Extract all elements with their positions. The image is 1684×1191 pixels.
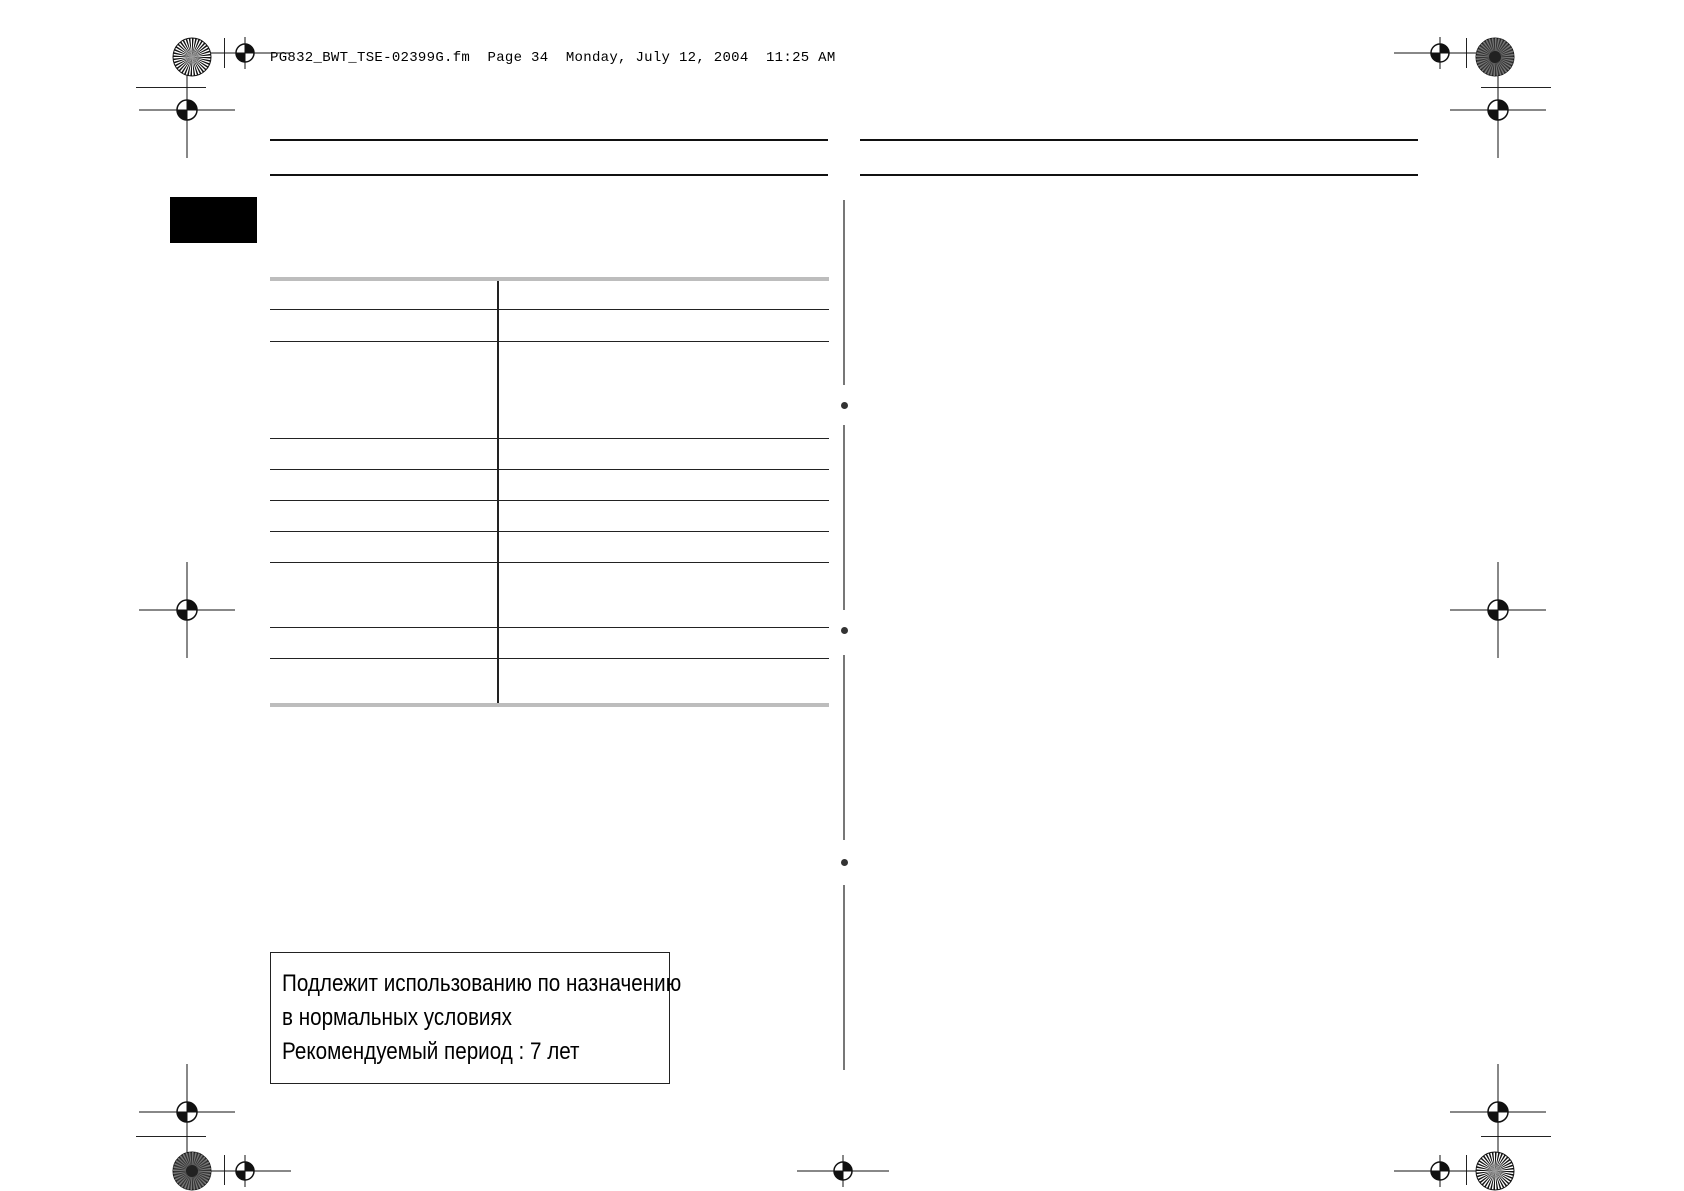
gutter-dot <box>841 627 848 634</box>
table-row-divider <box>270 658 829 659</box>
registration-mark-icon <box>1498 610 1499 611</box>
gutter-dot <box>841 859 848 866</box>
registration-mark-icon <box>245 53 246 54</box>
registration-mark-icon <box>843 1171 844 1172</box>
gutter-dot <box>841 402 848 409</box>
left-section-top-rule <box>270 139 828 141</box>
notice-line: Рекомендуемый период : 7 лет <box>282 1038 580 1065</box>
table-top-border <box>270 277 829 281</box>
starburst-icon <box>172 37 212 77</box>
registration-mark-icon <box>1498 1112 1499 1113</box>
registration-mark-icon <box>1440 1171 1441 1172</box>
crop-line <box>136 1136 206 1137</box>
left-section-bottom-rule <box>270 174 828 176</box>
crop-line <box>1466 1155 1467 1185</box>
registration-mark-icon <box>245 1171 246 1172</box>
table-row-divider <box>270 500 829 501</box>
table-bottom-border <box>270 703 829 707</box>
crop-line <box>136 87 206 88</box>
gutter-line <box>843 655 845 840</box>
registration-mark-icon <box>187 610 188 611</box>
table-row-divider <box>270 627 829 628</box>
gutter-line <box>843 425 845 610</box>
gutter-line <box>843 885 845 1070</box>
crop-line <box>1481 1136 1551 1137</box>
service-life-notice <box>270 952 682 1084</box>
notice-line: в нормальных условиях <box>282 1004 512 1031</box>
registration-mark-icon <box>1498 110 1499 111</box>
right-section-top-rule <box>860 139 1418 141</box>
table-row-divider <box>270 531 829 532</box>
file-info-header: PG832_BWT_TSE-02399G.fm Page 34 Monday, July 12, 2004 11:25 AM <box>270 50 836 66</box>
registration-mark-icon <box>1440 53 1441 54</box>
language-tab-block <box>170 197 257 243</box>
starburst-icon <box>1475 1151 1515 1191</box>
table-row-divider <box>270 438 829 439</box>
table-column-divider <box>497 281 499 705</box>
table-row-divider <box>270 469 829 470</box>
right-section-bottom-rule <box>860 174 1418 176</box>
gutter-line <box>843 200 845 385</box>
registration-mark-icon <box>187 110 188 111</box>
table-row-divider <box>270 562 829 563</box>
table-row-divider <box>270 309 829 310</box>
crop-line <box>224 1155 225 1185</box>
notice-line: Подлежит использованию по назначению <box>282 970 682 997</box>
table-row-divider <box>270 341 829 342</box>
starburst-icon <box>172 1151 212 1191</box>
starburst-icon <box>1475 37 1515 77</box>
registration-mark-icon <box>187 1112 188 1113</box>
crop-line <box>1481 87 1551 88</box>
